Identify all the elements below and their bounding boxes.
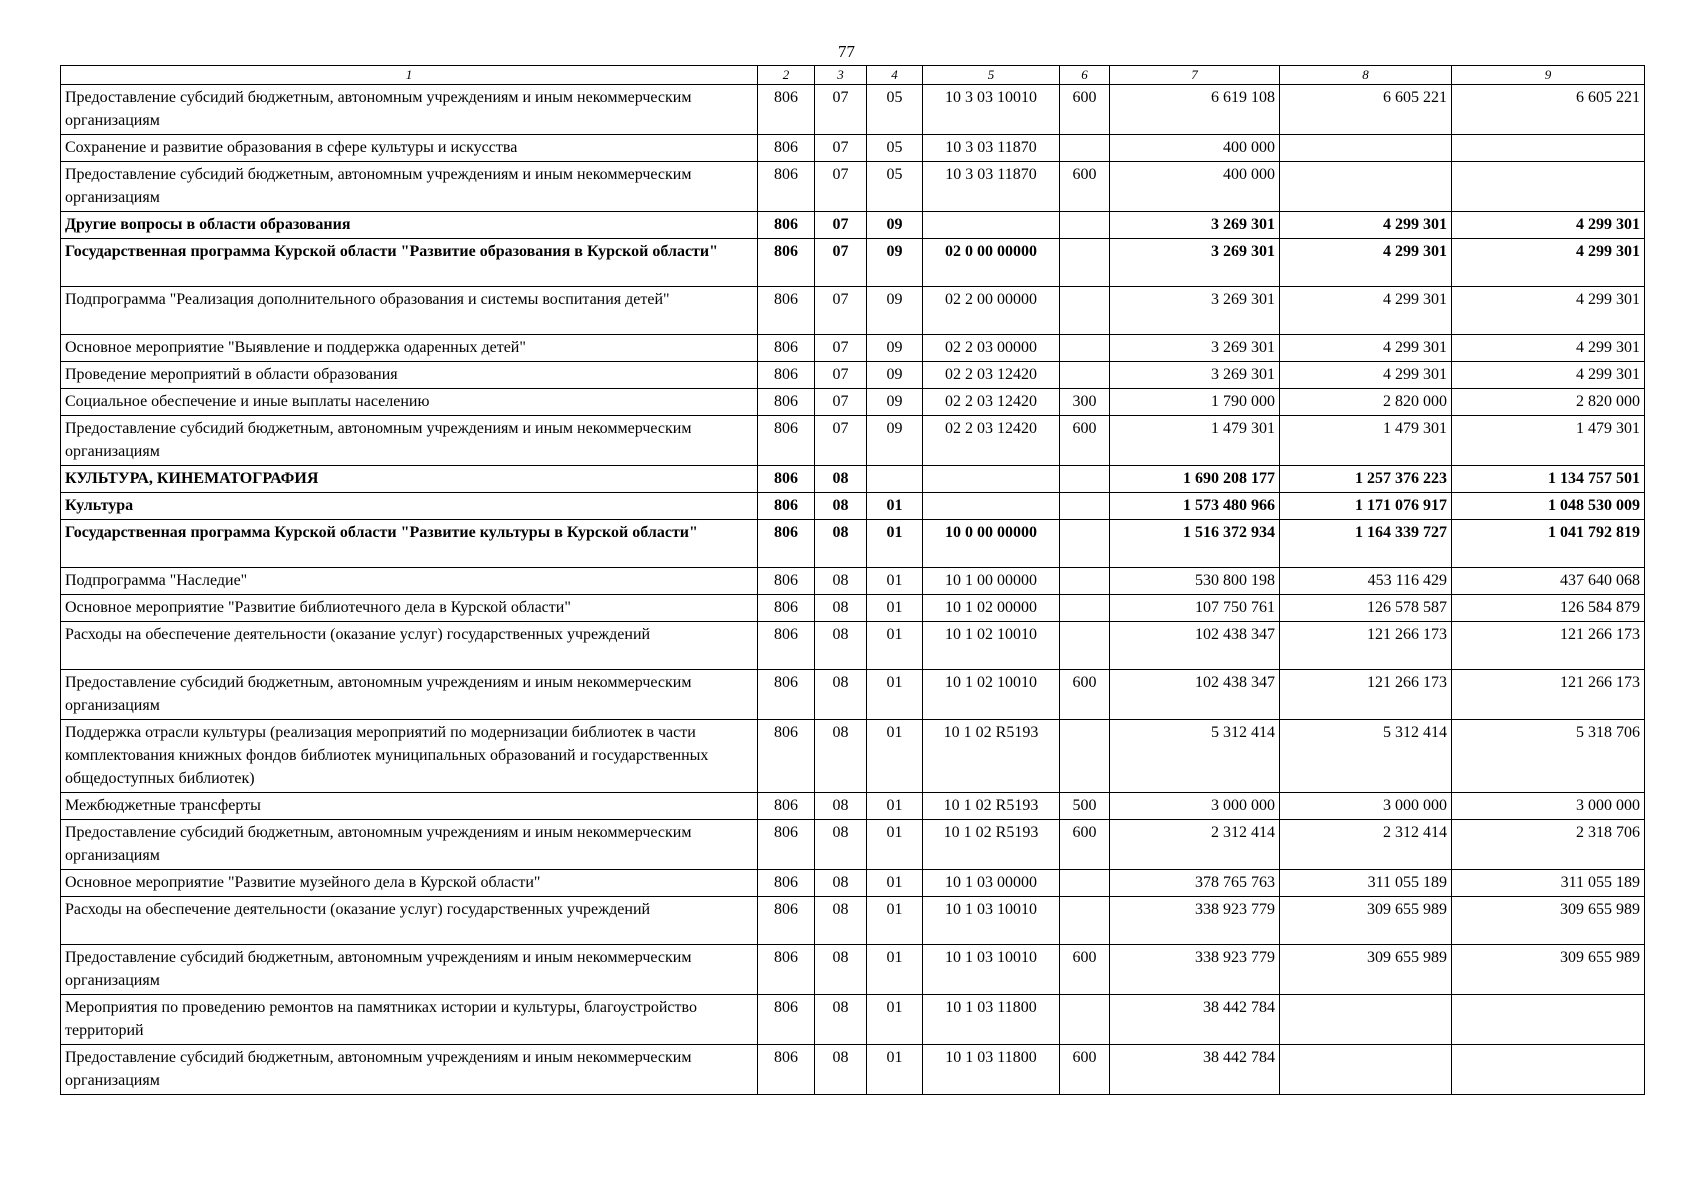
row-name: Предоставление субсидий бюджетным, автономным учреждениям и иным некоммерческим организациям [61, 162, 758, 212]
cell-section-code: 08 [815, 820, 867, 870]
cell-expense-type [1060, 870, 1110, 897]
cell-ministry-code: 806 [758, 720, 815, 793]
cell-ministry-code: 806 [758, 622, 815, 670]
table-row [61, 335, 1645, 362]
cell-subsection-code: 05 [867, 135, 923, 162]
cell-amount-col8: 1 164 339 727 [1280, 520, 1452, 568]
cell-amount-col7: 5 312 414 [1110, 720, 1280, 793]
cell-ministry-code: 806 [758, 239, 815, 287]
row-name: Основное мероприятие "Развитие библиотечного дела в Курской области" [61, 595, 758, 622]
budget-table [60, 65, 1645, 1095]
cell-subsection-code: 05 [867, 162, 923, 212]
column-header: 8 [1280, 66, 1452, 85]
cell-expense-type [1060, 720, 1110, 793]
table-row [61, 520, 1645, 568]
cell-amount-col8: 5 312 414 [1280, 720, 1452, 793]
cell-target-article: 10 3 03 10010 [923, 85, 1060, 135]
cell-amount-col9: 121 266 173 [1452, 670, 1645, 720]
cell-subsection-code: 09 [867, 416, 923, 466]
cell-section-code: 07 [815, 335, 867, 362]
cell-target-article [923, 493, 1060, 520]
cell-amount-col9: 1 048 530 009 [1452, 493, 1645, 520]
row-name: Предоставление субсидий бюджетным, автономным учреждениям и иным некоммерческим организациям [61, 820, 758, 870]
cell-amount-col7: 38 442 784 [1110, 995, 1280, 1045]
cell-amount-col9 [1452, 162, 1645, 212]
cell-section-code: 08 [815, 595, 867, 622]
cell-section-code: 08 [815, 568, 867, 595]
row-name: Расходы на обеспечение деятельности (оказание услуг) государственных учреждений [61, 622, 758, 670]
cell-amount-col8: 311 055 189 [1280, 870, 1452, 897]
cell-expense-type: 300 [1060, 389, 1110, 416]
cell-ministry-code: 806 [758, 466, 815, 493]
cell-target-article: 02 2 03 12420 [923, 416, 1060, 466]
cell-ministry-code: 806 [758, 493, 815, 520]
cell-ministry-code: 806 [758, 287, 815, 335]
cell-amount-col8: 4 299 301 [1280, 212, 1452, 239]
row-name: Государственная программа Курской области "Развитие образования в Курской области" [61, 239, 758, 287]
table-row [61, 416, 1645, 466]
cell-amount-col7: 38 442 784 [1110, 1045, 1280, 1095]
cell-target-article: 10 3 03 11870 [923, 162, 1060, 212]
cell-subsection-code: 01 [867, 493, 923, 520]
cell-amount-col9: 4 299 301 [1452, 362, 1645, 389]
table-row [61, 493, 1645, 520]
table-row [61, 820, 1645, 870]
cell-expense-type [1060, 493, 1110, 520]
cell-section-code: 08 [815, 793, 867, 820]
cell-section-code: 08 [815, 897, 867, 945]
row-name: Предоставление субсидий бюджетным, автономным учреждениям и иным некоммерческим организациям [61, 85, 758, 135]
row-name: Мероприятия по проведению ремонтов на памятниках истории и культуры, благоустройство территорий [61, 995, 758, 1045]
cell-amount-col8: 4 299 301 [1280, 287, 1452, 335]
cell-expense-type [1060, 362, 1110, 389]
cell-amount-col7: 1 573 480 966 [1110, 493, 1280, 520]
cell-section-code: 07 [815, 287, 867, 335]
cell-ministry-code: 806 [758, 520, 815, 568]
cell-expense-type: 600 [1060, 416, 1110, 466]
table-row [61, 870, 1645, 897]
table-row [61, 670, 1645, 720]
cell-ministry-code: 806 [758, 820, 815, 870]
cell-subsection-code: 01 [867, 1045, 923, 1095]
cell-ministry-code: 806 [758, 595, 815, 622]
cell-amount-col9: 1 041 792 819 [1452, 520, 1645, 568]
cell-expense-type [1060, 897, 1110, 945]
cell-amount-col7: 107 750 761 [1110, 595, 1280, 622]
cell-target-article: 10 1 03 10010 [923, 945, 1060, 995]
cell-expense-type [1060, 995, 1110, 1045]
cell-section-code: 08 [815, 520, 867, 568]
cell-subsection-code: 09 [867, 239, 923, 287]
cell-expense-type [1060, 568, 1110, 595]
cell-subsection-code: 01 [867, 520, 923, 568]
cell-ministry-code: 806 [758, 945, 815, 995]
table-row [61, 239, 1645, 287]
row-name: Предоставление субсидий бюджетным, автономным учреждениям и иным некоммерческим организациям [61, 1045, 758, 1095]
cell-amount-col8 [1280, 162, 1452, 212]
cell-amount-col9: 121 266 173 [1452, 622, 1645, 670]
cell-section-code: 08 [815, 1045, 867, 1095]
cell-amount-col9: 1 479 301 [1452, 416, 1645, 466]
cell-amount-col8 [1280, 135, 1452, 162]
table-row [61, 793, 1645, 820]
cell-amount-col7: 2 312 414 [1110, 820, 1280, 870]
cell-amount-col9: 4 299 301 [1452, 239, 1645, 287]
cell-amount-col8: 1 257 376 223 [1280, 466, 1452, 493]
row-name: Проведение мероприятий в области образования [61, 362, 758, 389]
cell-ministry-code: 806 [758, 389, 815, 416]
cell-amount-col7: 3 000 000 [1110, 793, 1280, 820]
cell-amount-col9: 6 605 221 [1452, 85, 1645, 135]
cell-ministry-code: 806 [758, 335, 815, 362]
cell-expense-type: 600 [1060, 820, 1110, 870]
cell-ministry-code: 806 [758, 362, 815, 389]
cell-target-article: 10 1 02 R5193 [923, 720, 1060, 793]
cell-subsection-code: 01 [867, 622, 923, 670]
cell-amount-col8: 2 312 414 [1280, 820, 1452, 870]
cell-expense-type [1060, 466, 1110, 493]
cell-amount-col9: 4 299 301 [1452, 287, 1645, 335]
cell-target-article [923, 212, 1060, 239]
cell-expense-type [1060, 287, 1110, 335]
cell-amount-col7: 1 516 372 934 [1110, 520, 1280, 568]
cell-target-article: 10 1 02 10010 [923, 622, 1060, 670]
cell-ministry-code: 806 [758, 568, 815, 595]
cell-target-article: 10 1 03 10010 [923, 897, 1060, 945]
column-number-row [61, 66, 1645, 85]
cell-expense-type [1060, 520, 1110, 568]
row-name: Основное мероприятие "Развитие музейного дела в Курской области" [61, 870, 758, 897]
cell-section-code: 08 [815, 670, 867, 720]
cell-section-code: 07 [815, 362, 867, 389]
cell-target-article: 10 1 03 00000 [923, 870, 1060, 897]
cell-target-article: 02 0 00 00000 [923, 239, 1060, 287]
cell-target-article: 10 1 02 R5193 [923, 820, 1060, 870]
row-name: Предоставление субсидий бюджетным, автономным учреждениям и иным некоммерческим организациям [61, 416, 758, 466]
cell-amount-col9: 4 299 301 [1452, 335, 1645, 362]
cell-amount-col8 [1280, 995, 1452, 1045]
cell-ministry-code: 806 [758, 212, 815, 239]
cell-subsection-code: 09 [867, 362, 923, 389]
cell-section-code: 08 [815, 493, 867, 520]
cell-target-article: 02 2 03 12420 [923, 362, 1060, 389]
cell-target-article: 02 2 03 12420 [923, 389, 1060, 416]
cell-amount-col8: 126 578 587 [1280, 595, 1452, 622]
cell-amount-col7: 400 000 [1110, 162, 1280, 212]
cell-section-code: 07 [815, 85, 867, 135]
row-name: КУЛЬТУРА, КИНЕМАТОГРАФИЯ [61, 466, 758, 493]
cell-target-article: 02 2 03 00000 [923, 335, 1060, 362]
cell-subsection-code: 09 [867, 335, 923, 362]
cell-target-article: 10 1 02 10010 [923, 670, 1060, 720]
row-name: Культура [61, 493, 758, 520]
table-row [61, 1045, 1645, 1095]
cell-amount-col7: 338 923 779 [1110, 897, 1280, 945]
cell-amount-col7: 338 923 779 [1110, 945, 1280, 995]
cell-amount-col8: 121 266 173 [1280, 622, 1452, 670]
table-row [61, 362, 1645, 389]
table-row [61, 897, 1645, 945]
cell-amount-col8: 4 299 301 [1280, 335, 1452, 362]
cell-target-article [923, 466, 1060, 493]
cell-amount-col9 [1452, 135, 1645, 162]
row-name: Поддержка отрасли культуры (реализация мероприятий по модернизации библиотек в части комплектования книжных фондов библиотек муниципальных образований и государственных общедоступных библиотек) [61, 720, 758, 793]
table-row [61, 135, 1645, 162]
row-name: Расходы на обеспечение деятельности (оказание услуг) государственных учреждений [61, 897, 758, 945]
cell-amount-col8: 309 655 989 [1280, 945, 1452, 995]
column-header: 6 [1060, 66, 1110, 85]
cell-expense-type [1060, 595, 1110, 622]
cell-subsection-code: 09 [867, 389, 923, 416]
column-header: 1 [61, 66, 758, 85]
row-name: Основное мероприятие "Выявление и поддержка одаренных детей" [61, 335, 758, 362]
cell-section-code: 08 [815, 995, 867, 1045]
cell-section-code: 08 [815, 720, 867, 793]
cell-amount-col7: 102 438 347 [1110, 670, 1280, 720]
row-name: Подпрограмма "Наследие" [61, 568, 758, 595]
cell-amount-col7: 3 269 301 [1110, 362, 1280, 389]
cell-subsection-code: 01 [867, 870, 923, 897]
cell-expense-type: 600 [1060, 162, 1110, 212]
cell-amount-col9: 309 655 989 [1452, 897, 1645, 945]
table-row [61, 595, 1645, 622]
cell-section-code: 08 [815, 466, 867, 493]
column-header: 3 [815, 66, 867, 85]
cell-ministry-code: 806 [758, 162, 815, 212]
cell-amount-col7: 1 690 208 177 [1110, 466, 1280, 493]
cell-amount-col8: 1 479 301 [1280, 416, 1452, 466]
cell-expense-type: 600 [1060, 945, 1110, 995]
cell-expense-type: 500 [1060, 793, 1110, 820]
cell-amount-col7: 3 269 301 [1110, 212, 1280, 239]
cell-subsection-code: 01 [867, 897, 923, 945]
row-name: Предоставление субсидий бюджетным, автономным учреждениям и иным некоммерческим организациям [61, 670, 758, 720]
cell-expense-type [1060, 135, 1110, 162]
cell-amount-col8: 4 299 301 [1280, 239, 1452, 287]
cell-section-code: 08 [815, 870, 867, 897]
column-header: 4 [867, 66, 923, 85]
cell-amount-col8: 453 116 429 [1280, 568, 1452, 595]
cell-amount-col8 [1280, 1045, 1452, 1095]
table-row [61, 389, 1645, 416]
table-row [61, 162, 1645, 212]
table-row [61, 945, 1645, 995]
cell-expense-type: 600 [1060, 670, 1110, 720]
cell-expense-type [1060, 239, 1110, 287]
column-header: 5 [923, 66, 1060, 85]
table-row [61, 287, 1645, 335]
cell-ministry-code: 806 [758, 870, 815, 897]
cell-amount-col9: 126 584 879 [1452, 595, 1645, 622]
cell-expense-type [1060, 212, 1110, 239]
row-name: Сохранение и развитие образования в сфере культуры и искусства [61, 135, 758, 162]
cell-target-article: 10 1 02 00000 [923, 595, 1060, 622]
table-row [61, 995, 1645, 1045]
cell-target-article: 10 1 03 11800 [923, 1045, 1060, 1095]
cell-ministry-code: 806 [758, 670, 815, 720]
cell-amount-col9: 1 134 757 501 [1452, 466, 1645, 493]
table-row [61, 85, 1645, 135]
cell-ministry-code: 806 [758, 897, 815, 945]
cell-amount-col7: 3 269 301 [1110, 239, 1280, 287]
page-number: 77 [838, 42, 855, 61]
cell-amount-col9 [1452, 995, 1645, 1045]
cell-ministry-code: 806 [758, 995, 815, 1045]
cell-amount-col7: 102 438 347 [1110, 622, 1280, 670]
row-name: Предоставление субсидий бюджетным, автономным учреждениям и иным некоммерческим организациям [61, 945, 758, 995]
cell-target-article: 02 2 00 00000 [923, 287, 1060, 335]
cell-expense-type [1060, 622, 1110, 670]
table-row [61, 568, 1645, 595]
cell-ministry-code: 806 [758, 793, 815, 820]
cell-amount-col8: 3 000 000 [1280, 793, 1452, 820]
cell-section-code: 08 [815, 945, 867, 995]
cell-amount-col8: 309 655 989 [1280, 897, 1452, 945]
cell-amount-col8: 4 299 301 [1280, 362, 1452, 389]
cell-subsection-code: 01 [867, 945, 923, 995]
row-name: Другие вопросы в области образования [61, 212, 758, 239]
cell-amount-col7: 400 000 [1110, 135, 1280, 162]
cell-expense-type [1060, 335, 1110, 362]
column-header: 2 [758, 66, 815, 85]
cell-amount-col7: 6 619 108 [1110, 85, 1280, 135]
cell-expense-type: 600 [1060, 1045, 1110, 1095]
cell-amount-col8: 121 266 173 [1280, 670, 1452, 720]
cell-section-code: 07 [815, 162, 867, 212]
cell-amount-col9: 2 820 000 [1452, 389, 1645, 416]
cell-subsection-code: 05 [867, 85, 923, 135]
cell-subsection-code: 01 [867, 995, 923, 1045]
cell-subsection-code: 09 [867, 287, 923, 335]
table-row [61, 466, 1645, 493]
row-name: Подпрограмма "Реализация дополнительного образования и системы воспитания детей" [61, 287, 758, 335]
table-row [61, 622, 1645, 670]
row-name: Межбюджетные трансферты [61, 793, 758, 820]
cell-amount-col8: 2 820 000 [1280, 389, 1452, 416]
cell-subsection-code: 01 [867, 595, 923, 622]
cell-target-article: 10 1 00 00000 [923, 568, 1060, 595]
cell-amount-col9: 2 318 706 [1452, 820, 1645, 870]
cell-target-article: 10 3 03 11870 [923, 135, 1060, 162]
cell-subsection-code: 01 [867, 670, 923, 720]
cell-target-article: 10 0 00 00000 [923, 520, 1060, 568]
cell-ministry-code: 806 [758, 135, 815, 162]
row-name: Социальное обеспечение и иные выплаты населению [61, 389, 758, 416]
table-row [61, 212, 1645, 239]
cell-section-code: 07 [815, 135, 867, 162]
cell-subsection-code: 09 [867, 212, 923, 239]
cell-expense-type: 600 [1060, 85, 1110, 135]
cell-amount-col9: 5 318 706 [1452, 720, 1645, 793]
cell-amount-col9: 4 299 301 [1452, 212, 1645, 239]
cell-amount-col7: 3 269 301 [1110, 287, 1280, 335]
cell-subsection-code: 01 [867, 820, 923, 870]
row-name: Государственная программа Курской области "Развитие культуры в Курской области" [61, 520, 758, 568]
cell-amount-col8: 1 171 076 917 [1280, 493, 1452, 520]
column-header: 9 [1452, 66, 1645, 85]
cell-subsection-code: 01 [867, 793, 923, 820]
cell-ministry-code: 806 [758, 85, 815, 135]
cell-ministry-code: 806 [758, 1045, 815, 1095]
cell-subsection-code [867, 466, 923, 493]
cell-target-article: 10 1 03 11800 [923, 995, 1060, 1045]
cell-amount-col7: 1 479 301 [1110, 416, 1280, 466]
cell-amount-col7: 378 765 763 [1110, 870, 1280, 897]
cell-section-code: 07 [815, 416, 867, 466]
cell-section-code: 08 [815, 622, 867, 670]
cell-amount-col7: 3 269 301 [1110, 335, 1280, 362]
cell-amount-col8: 6 605 221 [1280, 85, 1452, 135]
cell-amount-col9: 309 655 989 [1452, 945, 1645, 995]
cell-target-article: 10 1 02 R5193 [923, 793, 1060, 820]
cell-amount-col7: 530 800 198 [1110, 568, 1280, 595]
cell-section-code: 07 [815, 212, 867, 239]
column-header: 7 [1110, 66, 1280, 85]
cell-section-code: 07 [815, 239, 867, 287]
cell-section-code: 07 [815, 389, 867, 416]
cell-amount-col9: 437 640 068 [1452, 568, 1645, 595]
cell-amount-col9: 311 055 189 [1452, 870, 1645, 897]
cell-ministry-code: 806 [758, 416, 815, 466]
cell-amount-col9 [1452, 1045, 1645, 1095]
table-row [61, 720, 1645, 793]
cell-amount-col7: 1 790 000 [1110, 389, 1280, 416]
cell-amount-col9: 3 000 000 [1452, 793, 1645, 820]
cell-subsection-code: 01 [867, 568, 923, 595]
cell-subsection-code: 01 [867, 720, 923, 793]
